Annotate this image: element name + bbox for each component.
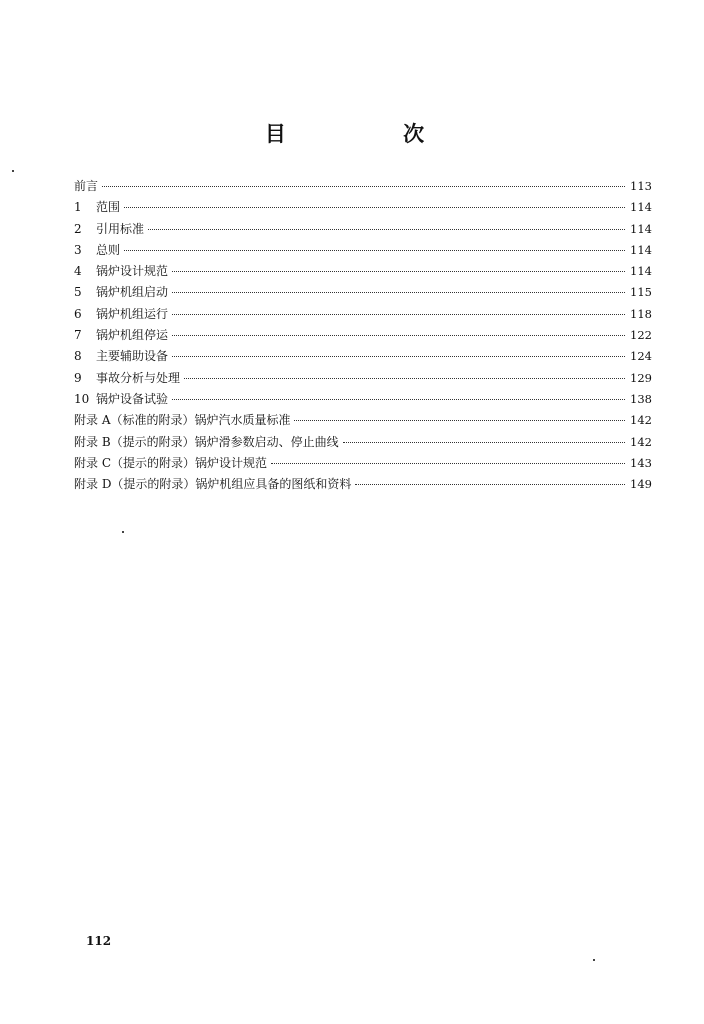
- toc-entry-number: 10: [74, 391, 90, 406]
- table-of-contents: [74, 177, 652, 496]
- toc-entry[interactable]: [74, 475, 652, 496]
- toc-entry-label: 锅炉设备试验: [96, 391, 169, 406]
- dot-leader: [124, 207, 625, 208]
- dot-leader: [172, 292, 625, 293]
- toc-entry[interactable]: [74, 326, 652, 347]
- scan-speck: [122, 531, 124, 533]
- toc-entry-number: 9: [74, 370, 82, 385]
- scan-speck: [12, 170, 14, 172]
- toc-entry[interactable]: [74, 305, 652, 326]
- toc-entry-page: 114: [630, 221, 652, 236]
- page-title: 目 次: [264, 122, 480, 146]
- dot-leader: [184, 378, 625, 379]
- toc-entry-page: 142: [630, 413, 652, 428]
- dot-leader: [343, 442, 625, 443]
- toc-entry-page: 124: [630, 349, 652, 364]
- toc-entry[interactable]: [74, 283, 652, 304]
- toc-entry[interactable]: [74, 262, 652, 283]
- toc-entry-page: 114: [630, 200, 652, 215]
- toc-entry-number: 7: [74, 328, 82, 343]
- toc-entry[interactable]: [74, 454, 652, 475]
- toc-entry-page: 122: [630, 328, 652, 343]
- toc-entry-label: 附录 D（提示的附录）锅炉机组应具备的图纸和资料: [74, 477, 352, 492]
- toc-entry-page: 113: [630, 179, 652, 193]
- toc-entry-page: 114: [630, 242, 652, 257]
- toc-entry-label: 前言: [74, 179, 99, 193]
- dot-leader: [271, 463, 625, 464]
- dot-leader: [172, 399, 625, 400]
- toc-entry[interactable]: [74, 411, 652, 432]
- toc-entry-label: 锅炉机组运行: [96, 306, 169, 321]
- toc-entry[interactable]: [74, 369, 652, 390]
- toc-entry-label: 锅炉机组启动: [96, 285, 169, 300]
- scan-speck: [593, 959, 595, 961]
- toc-entry-label: 附录 B（提示的附录）锅炉滑参数启动、停止曲线: [74, 434, 339, 449]
- toc-entry-page: 143: [630, 455, 652, 470]
- toc-entry[interactable]: [74, 198, 652, 219]
- toc-entry-number: 3: [74, 242, 82, 257]
- toc-entry-label: 附录 C（提示的附录）锅炉设计规范: [74, 455, 267, 470]
- toc-entry-page: 129: [630, 370, 652, 385]
- toc-entry-number: 1: [74, 200, 82, 215]
- dot-leader: [172, 314, 625, 315]
- dot-leader: [102, 186, 625, 187]
- toc-entry-page: 142: [630, 434, 652, 449]
- dot-leader: [172, 356, 625, 357]
- toc-entry-label: 附录 A（标准的附录）锅炉汽水质量标准: [74, 413, 291, 428]
- toc-entry-page: 118: [630, 306, 652, 321]
- dot-leader: [355, 484, 625, 485]
- toc-entry-number: 8: [74, 349, 82, 364]
- toc-entry-label: 总则: [96, 242, 121, 257]
- footer-page-number: 112: [86, 934, 112, 948]
- dot-leader: [124, 250, 625, 251]
- toc-entry-number: 5: [74, 285, 82, 300]
- dot-leader: [294, 420, 625, 421]
- toc-entry-label: 事故分析与处理: [96, 370, 181, 385]
- toc-entry[interactable]: [74, 241, 652, 262]
- toc-entry[interactable]: [74, 347, 652, 368]
- toc-entry-page: 115: [630, 285, 652, 300]
- toc-entry-number: 6: [74, 306, 82, 321]
- toc-entry-label: 范围: [96, 200, 121, 215]
- toc-entry[interactable]: [74, 390, 652, 411]
- toc-entry-number: 2: [74, 221, 82, 236]
- toc-entry-label: 锅炉设计规范: [96, 264, 169, 279]
- toc-entry-number: 4: [74, 264, 82, 279]
- dot-leader: [172, 271, 625, 272]
- toc-entry-label: 引用标准: [96, 221, 145, 236]
- dot-leader: [172, 335, 625, 336]
- toc-entry-page: 138: [630, 391, 652, 406]
- toc-entry-label: 主要辅助设备: [96, 349, 169, 364]
- dot-leader: [148, 229, 625, 230]
- toc-entry-page: 149: [630, 477, 652, 492]
- toc-entry[interactable]: [74, 220, 652, 241]
- toc-entry[interactable]: [74, 433, 652, 454]
- toc-entry[interactable]: [74, 177, 652, 198]
- toc-entry-page: 114: [630, 264, 652, 279]
- toc-entry-label: 锅炉机组停运: [96, 328, 169, 343]
